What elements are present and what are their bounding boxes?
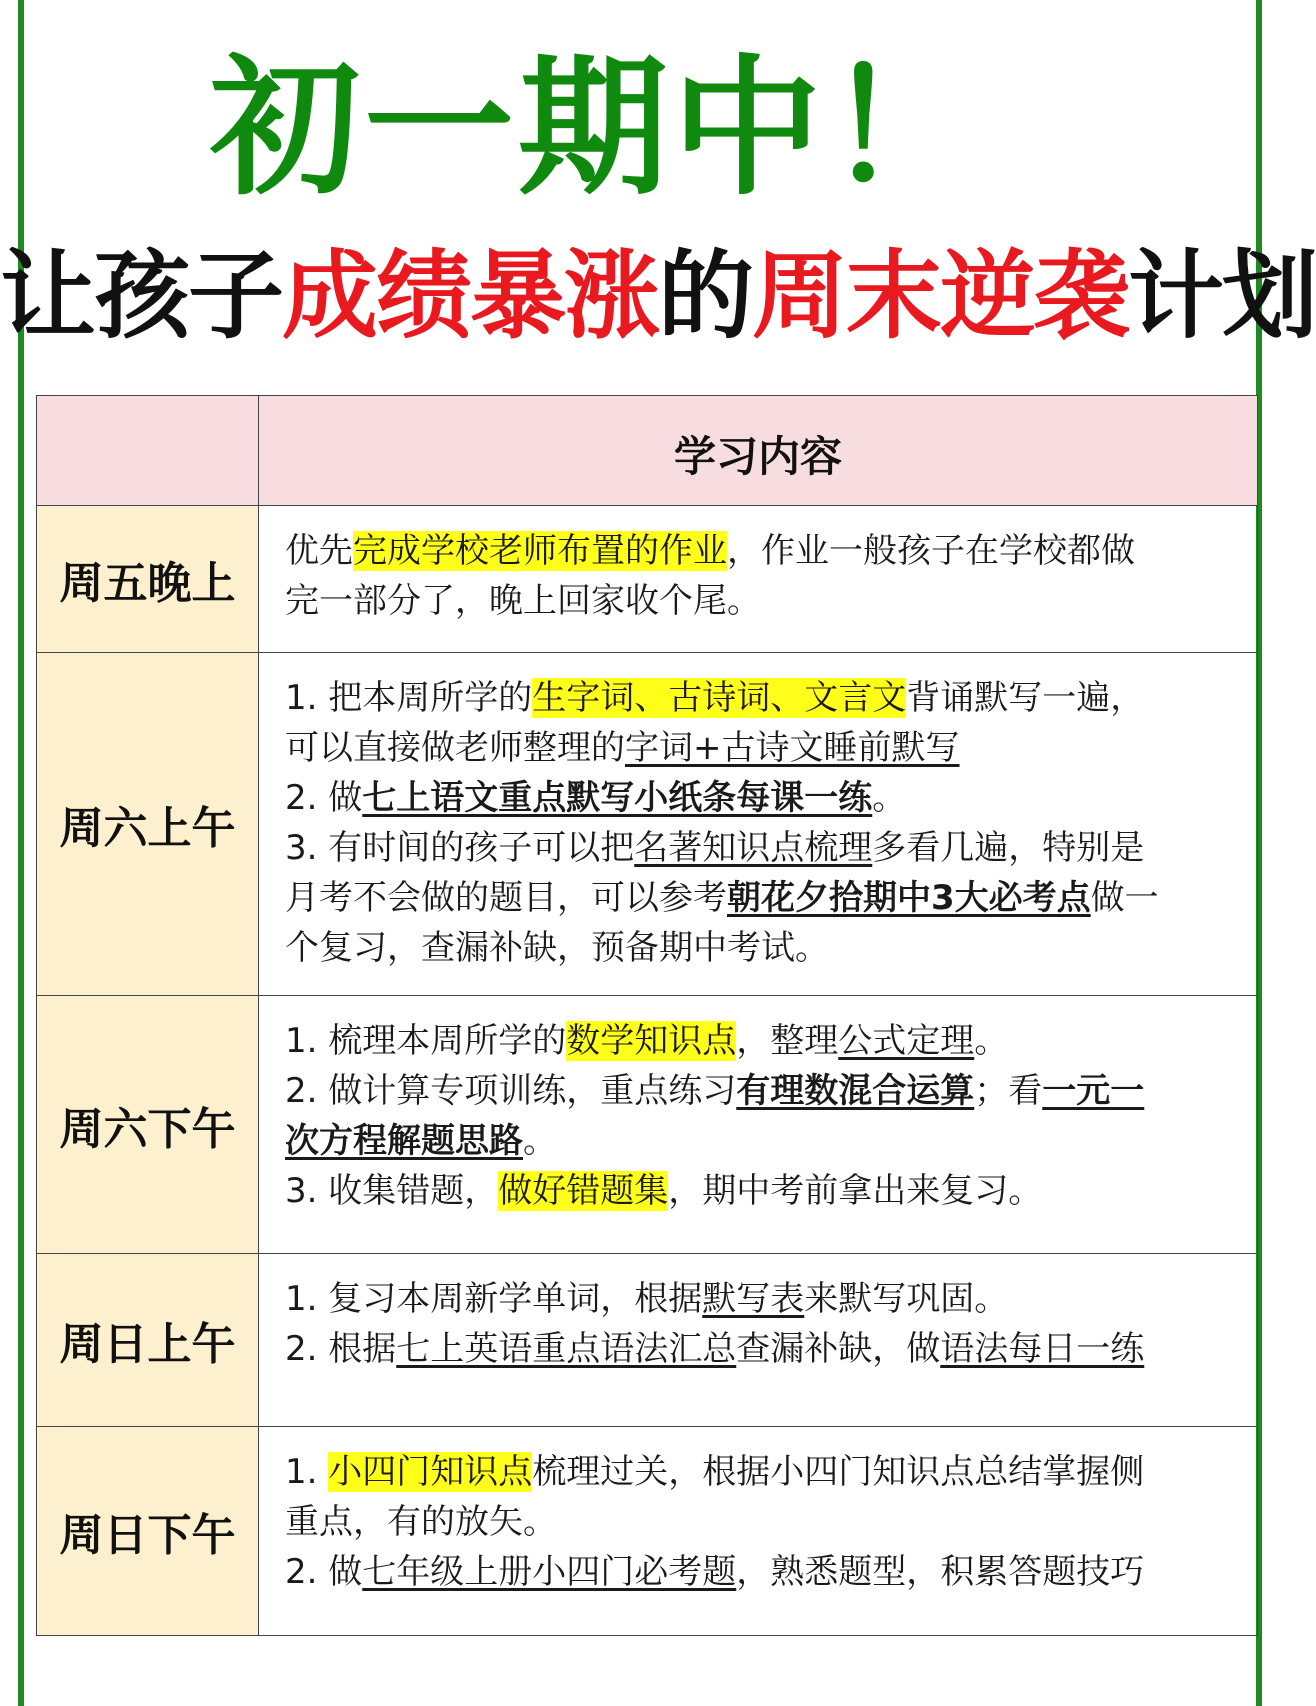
highlighted-text: 小四门知识点 — [328, 1452, 533, 1492]
underlined-text: 次方程解题思路 — [285, 1121, 523, 1161]
content-cell — [259, 996, 1258, 1254]
text: 1. 复习本周新学单词，根据 — [285, 1279, 703, 1319]
content-line — [285, 773, 1257, 823]
text: ，整理 — [736, 1021, 839, 1061]
text: 2. 做 — [285, 778, 363, 818]
content-cell — [259, 1254, 1258, 1427]
day-label: 周日下午 — [37, 1427, 259, 1636]
text: ，作业一般孩子在学校都做 — [727, 531, 1135, 571]
content-line — [285, 1116, 1257, 1166]
underlined-text: 语法每日一练 — [940, 1329, 1145, 1369]
text: 。 — [872, 778, 907, 818]
underlined-text: 字词+古诗文睡前默写 — [625, 728, 960, 768]
content-line — [285, 1166, 1257, 1216]
underlined-text: 七年级上册小四门必考题 — [362, 1552, 737, 1592]
highlighted-text: 数学知识点 — [566, 1021, 737, 1061]
content-line: 重点，有的放矢。 — [285, 1502, 557, 1542]
content-line — [285, 1066, 1257, 1116]
text: 月考不会做的题目，可以参考 — [285, 878, 727, 918]
text: 优先 — [285, 531, 353, 571]
page-title: 初一期中！ — [209, 42, 980, 216]
text: 1. 梳理本周所学的 — [285, 1021, 567, 1061]
page-subtitle — [0, 236, 1316, 356]
content-line — [285, 823, 1257, 873]
text: 多看几遍，特别是 — [872, 828, 1145, 868]
content-line — [285, 526, 1257, 576]
study-plan-table — [36, 395, 1258, 1636]
content-line — [285, 1016, 1257, 1066]
day-label: 周日上午 — [37, 1254, 259, 1427]
header-content-cell: 学习内容 — [259, 396, 1258, 506]
table-row — [37, 1427, 1258, 1636]
content-line — [285, 723, 1257, 773]
content-line — [285, 873, 1257, 923]
underlined-text: 默写表 — [702, 1279, 805, 1319]
text: ；看 — [974, 1071, 1043, 1111]
text: 查漏补缺，做 — [736, 1329, 941, 1369]
text: 梳理过关，根据小四门知识点总结掌握侧 — [532, 1452, 1145, 1492]
text: ，期中考前拿出来复习。 — [668, 1171, 1043, 1211]
text: 3. 收集错题， — [285, 1171, 499, 1211]
underlined-text: 有理数混合运算 — [736, 1071, 975, 1111]
underlined-text: 朝花夕拾期中3大必考点 — [727, 878, 1091, 918]
subtitle-highlight: 周末逆袭 — [752, 240, 1128, 352]
text: 背诵默写一遍， — [906, 678, 1145, 718]
subtitle-part: 的 — [658, 240, 752, 352]
content-line — [285, 1447, 1257, 1497]
content-line: 完一部分了，晚上回家收个尾。 — [285, 581, 761, 621]
text: 来默写巩固。 — [804, 1279, 1009, 1319]
text: 2. 根据 — [285, 1329, 397, 1369]
text: 。 — [974, 1021, 1009, 1061]
underlined-text: 七上语文重点默写小纸条每课一练 — [362, 778, 873, 818]
underlined-text: 公式定理 — [838, 1021, 975, 1061]
content-cell — [259, 506, 1258, 653]
table-row — [37, 1254, 1258, 1427]
text: 1. — [285, 1452, 329, 1492]
underlined-text: 一元一 — [1042, 1071, 1145, 1111]
table-header-row — [37, 396, 1258, 506]
highlighted-text: 完成学校老师布置的作业 — [353, 531, 727, 571]
text: 1. 把本周所学的 — [285, 678, 533, 718]
underlined-text: 七上英语重点语法汇总 — [396, 1329, 737, 1369]
content-cell — [259, 1427, 1258, 1636]
content-line — [285, 1324, 1257, 1374]
table-row — [37, 506, 1258, 653]
text: 做一 — [1090, 878, 1159, 918]
content-line — [285, 1274, 1257, 1324]
text: 2. 做 — [285, 1552, 363, 1592]
text: ，熟悉题型，积累答题技巧 — [736, 1552, 1145, 1592]
content-line — [285, 673, 1257, 723]
day-label: 周五晚上 — [37, 506, 259, 653]
table-row — [37, 653, 1258, 996]
highlighted-text: 生字词、古诗词、文言文 — [532, 678, 907, 718]
highlighted-text: 做好错题集 — [498, 1171, 669, 1211]
underlined-text: 名著知识点梳理 — [634, 828, 873, 868]
text: 。 — [523, 1121, 557, 1161]
content-line: 个复习，查漏补缺，预备期中考试。 — [285, 928, 829, 968]
text: 可以直接做老师整理的 — [285, 728, 625, 768]
subtitle-part: 让孩子 — [0, 240, 282, 352]
subtitle-highlight: 成绩暴涨 — [282, 240, 658, 352]
content-cell — [259, 653, 1258, 996]
content-line — [285, 1547, 1257, 1597]
header-day-cell — [37, 396, 259, 506]
text: 2. 做计算专项训练，重点练习 — [285, 1071, 737, 1111]
table-row — [37, 996, 1258, 1254]
text: 3. 有时间的孩子可以把 — [285, 828, 635, 868]
day-label: 周六下午 — [37, 996, 259, 1254]
subtitle-part: 计划 — [1128, 240, 1316, 352]
day-label: 周六上午 — [37, 653, 259, 996]
